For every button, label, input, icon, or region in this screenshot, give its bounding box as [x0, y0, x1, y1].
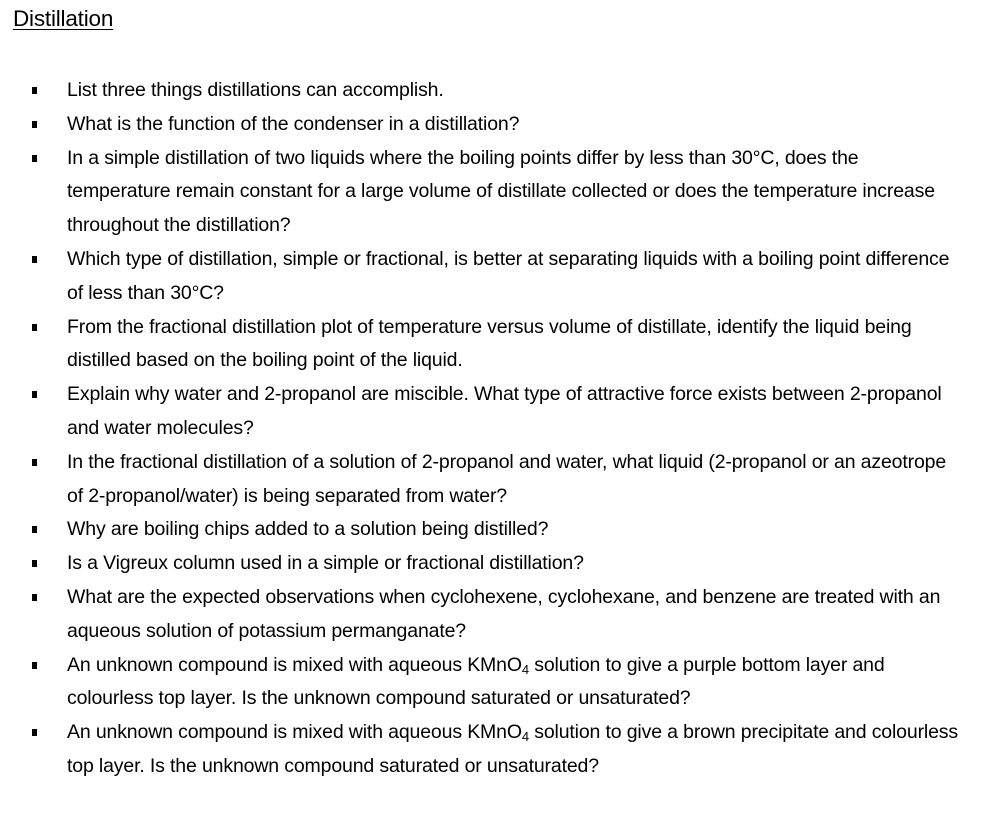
bullet-icon	[32, 87, 37, 94]
list-item	[0, 311, 998, 379]
question-text: Why are boiling chips added to a solution being distilled?	[67, 518, 549, 541]
list-item	[0, 378, 998, 446]
subscript-4: 4	[521, 729, 529, 745]
bullet-icon	[32, 459, 37, 466]
bullet-icon	[32, 560, 37, 567]
question-text: In a simple distillation of two liquids where the boiling points differ by less than 30°C, does the temperature remain constant for a large volume of distillate collected or does the temperature increase throughout the distillation?	[67, 146, 935, 237]
list-item	[0, 649, 998, 717]
list-item	[0, 243, 998, 311]
question-text: Is a Vigreux column used in a simple or fractional distillation?	[67, 552, 584, 575]
bullet-icon	[32, 526, 37, 533]
question-text: What are the expected observations when cyclohexene, cyclohexane, and benzene are treated with an aqueous solution of potassium permanganate?	[67, 585, 941, 642]
bullet-icon	[32, 256, 37, 263]
question-text	[67, 721, 958, 777]
question-text: From the fractional distillation plot of temperature versus volume of distillate, identify the liquid being distilled based on the boiling point of the liquid.	[67, 315, 912, 372]
question-text-after: solution to give a purple bottom layer and colourless top layer. Is the unknown compound saturated or unsaturated?	[67, 653, 885, 710]
bullet-icon	[32, 729, 37, 736]
list-item	[0, 108, 998, 142]
question-text: In the fractional distillation of a solution of 2-propanol and water, what liquid (2-propanol or an azeotrope of 2-propanol/water) is being separated from water?	[67, 450, 947, 507]
list-item	[0, 74, 998, 108]
list-item	[0, 581, 998, 649]
bullet-icon	[32, 594, 37, 601]
subscript-4: 4	[521, 661, 529, 677]
question-text-before: An unknown compound is mixed with aqueous KMnO	[67, 653, 522, 676]
question-text: Which type of distillation, simple or fractional, is better at separating liquids with a boiling point difference of less than 30°C?	[67, 247, 950, 304]
bullet-icon	[32, 155, 37, 162]
question-text: Explain why water and 2-propanol are miscible. What type of attractive force exists between 2-propanol and water molecules?	[67, 383, 942, 439]
list-item	[0, 547, 998, 581]
list-item	[0, 716, 998, 784]
question-text-before: An unknown compound is mixed with aqueous KMnO	[67, 721, 522, 744]
bullet-icon	[32, 662, 37, 669]
question-text: List three things distillations can accomplish.	[67, 79, 444, 101]
question-list	[0, 74, 998, 784]
list-item	[0, 513, 998, 547]
list-item	[0, 446, 998, 514]
bullet-icon	[32, 391, 37, 398]
bullet-icon	[32, 121, 37, 128]
bullet-icon	[32, 324, 37, 331]
page-title: Distillation	[13, 6, 114, 31]
question-text: What is the function of the condenser in a distillation?	[67, 112, 520, 135]
list-item	[0, 142, 998, 243]
question-text	[67, 654, 885, 710]
question-text-after: solution to give a brown precipitate and colourless top layer. Is the unknown compound saturated or unsaturated?	[67, 721, 958, 777]
